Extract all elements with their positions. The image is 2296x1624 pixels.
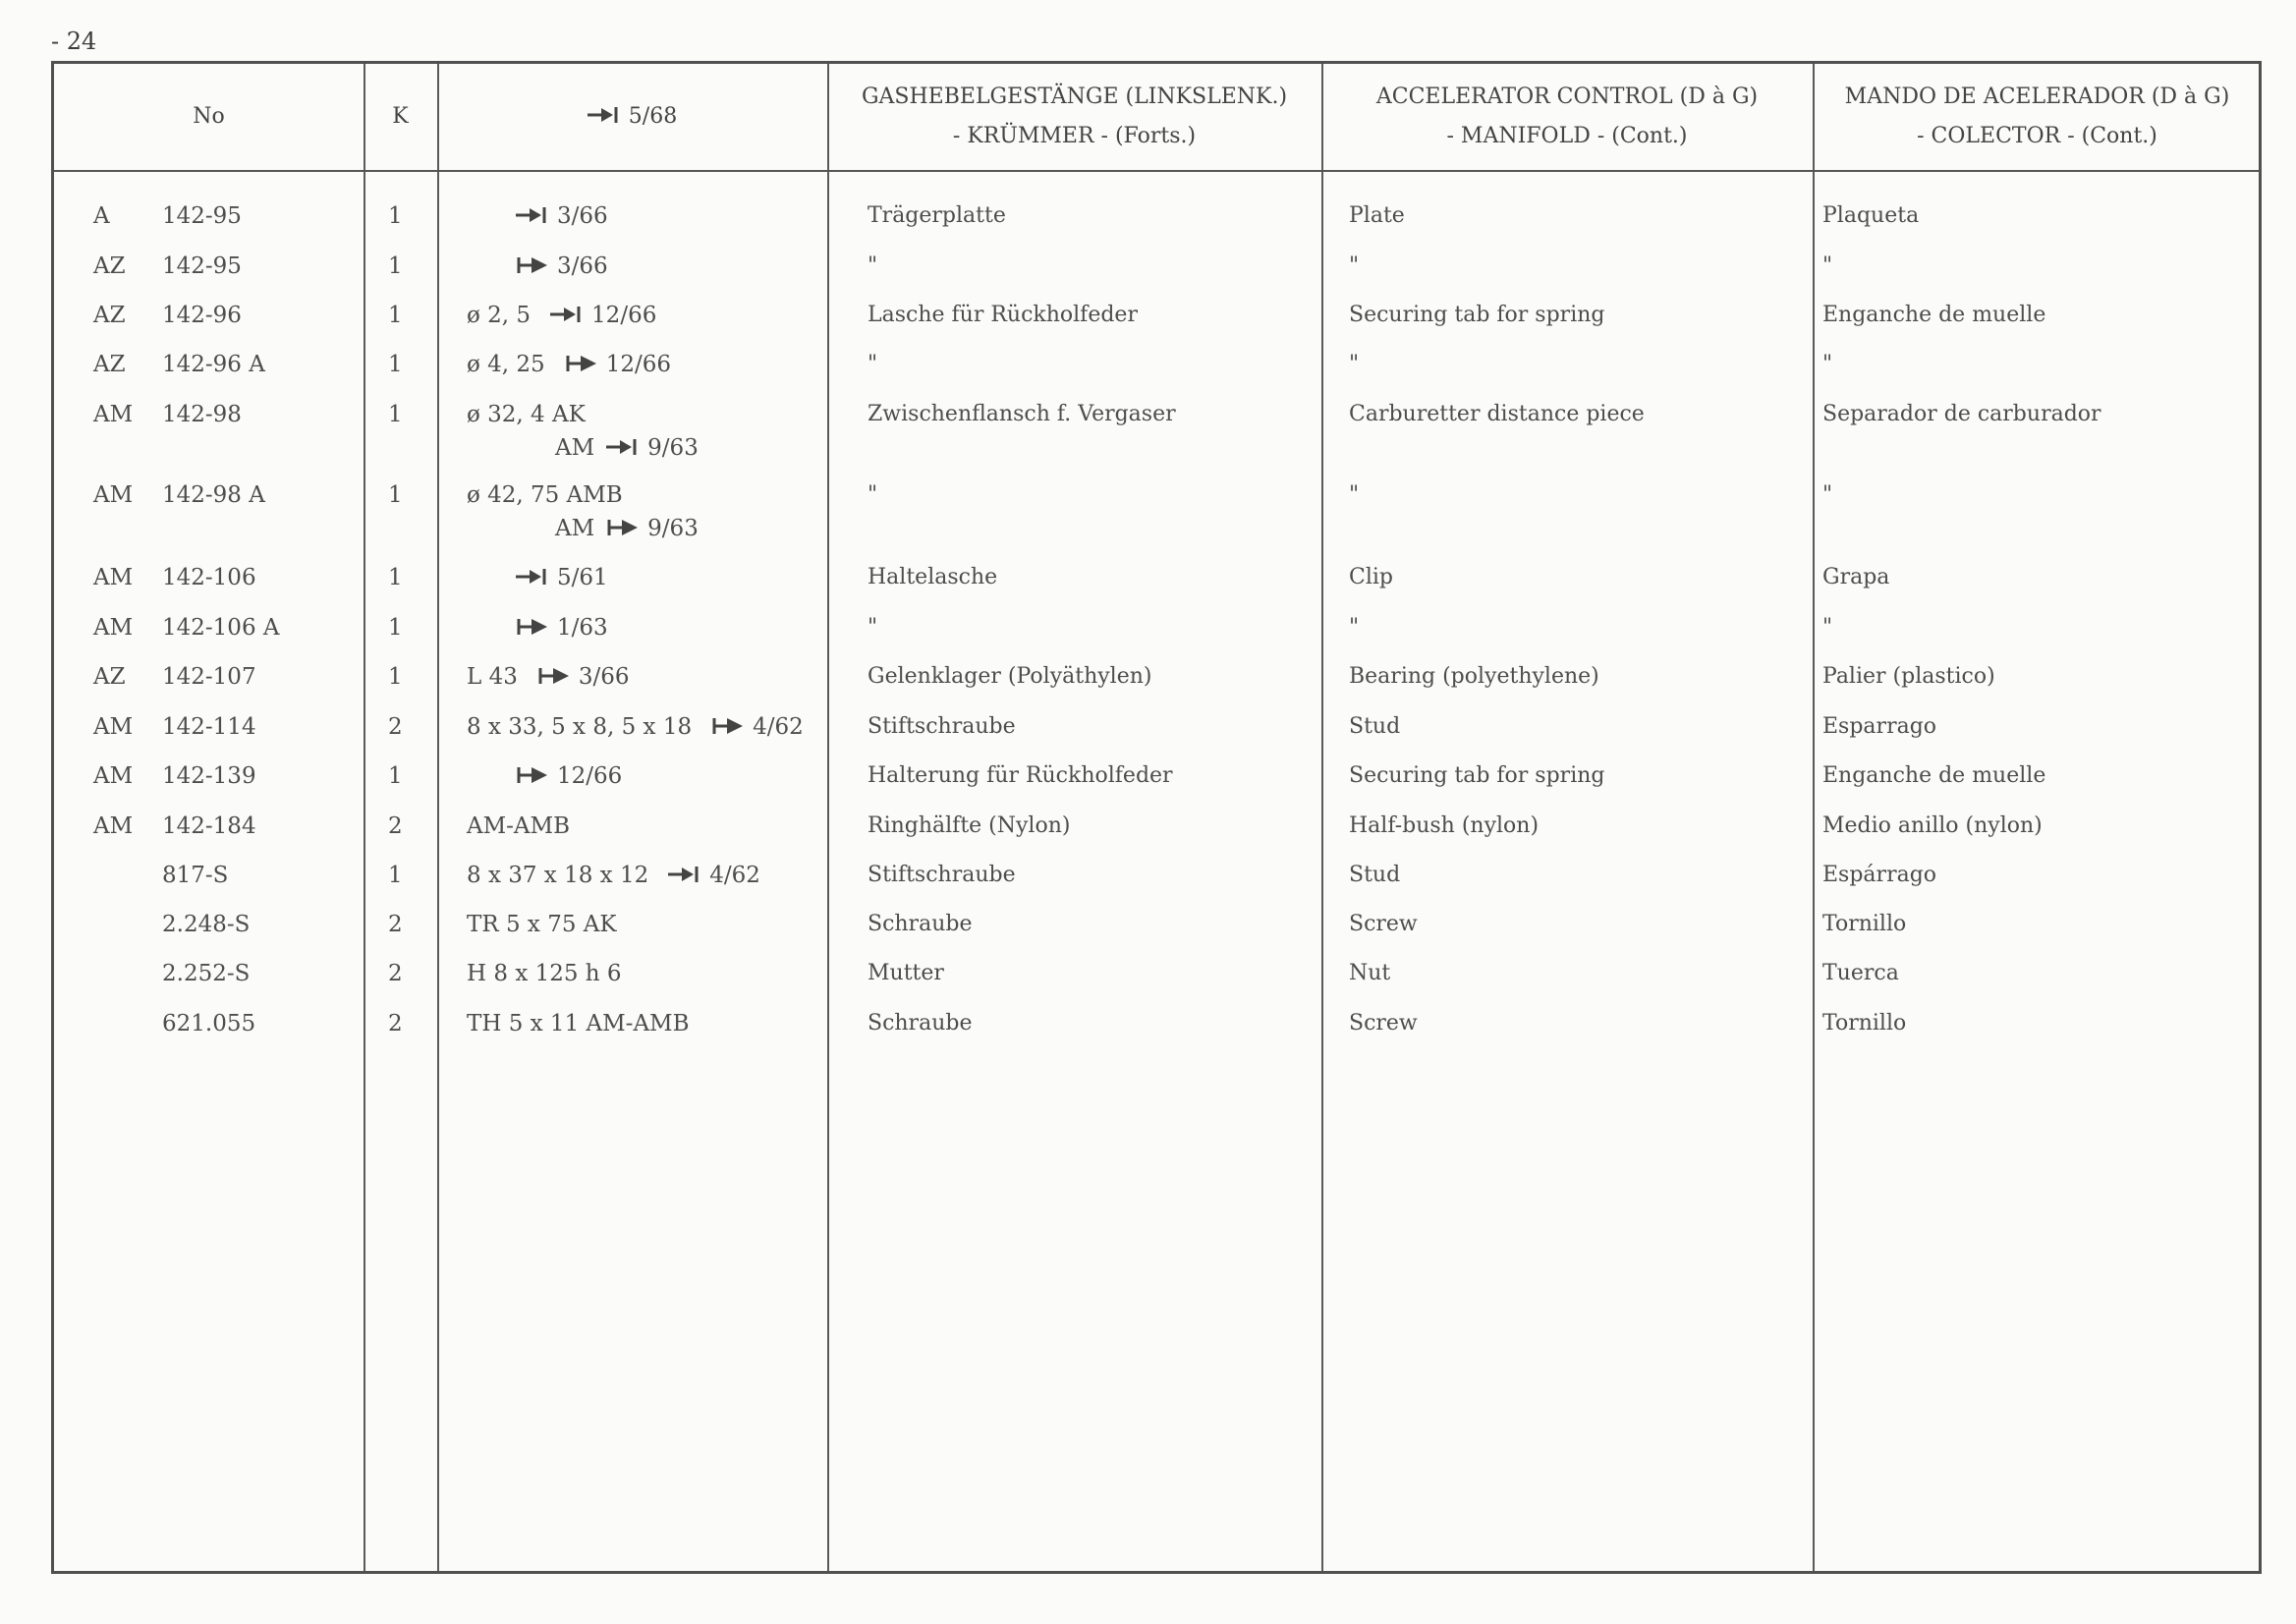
description-spanish: Tornillo (1822, 912, 1907, 936)
description-english: Half-bush (nylon) (1349, 813, 1540, 838)
spec-line2 (555, 435, 699, 461)
quantity: 1 (388, 303, 403, 328)
description-english: Bearing (polyethylene) (1349, 664, 1599, 689)
date-text: 3/66 (557, 253, 608, 279)
end-arrow-icon (588, 106, 621, 124)
description-german: " (868, 352, 878, 376)
part-number: 142-184 (162, 813, 256, 839)
description-english: Stud (1349, 863, 1401, 887)
description-spanish: Medio anillo (nylon) (1822, 813, 2043, 838)
start-arrow-icon (711, 717, 745, 735)
header-german (827, 64, 1321, 170)
description-german: Stiftschraube (868, 714, 1016, 739)
part-prefix: AM (93, 763, 134, 789)
description-german: Haltelasche (868, 565, 998, 589)
part-prefix: AM (93, 714, 134, 740)
quantity: 1 (388, 565, 403, 590)
date-text: 4/62 (709, 863, 760, 888)
header-divider (54, 170, 2259, 172)
spec-text: 8 x 37 x 18 x 12 (467, 863, 649, 888)
header-no (54, 64, 364, 170)
part-number: 142-98 A (162, 482, 265, 508)
end-arrow-icon (516, 568, 549, 586)
spec-cell (516, 763, 622, 789)
description-spanish: Tuerca (1822, 961, 1899, 985)
part-number: 142-106 (162, 565, 256, 590)
quantity: 2 (388, 912, 403, 937)
quantity: 1 (388, 253, 403, 279)
start-arrow-icon (537, 667, 571, 685)
part-number: 142-98 (162, 402, 242, 427)
part-number: 2.248-S (162, 912, 251, 937)
quantity: 2 (388, 714, 403, 740)
description-spanish: " (1822, 615, 1833, 640)
header-k (364, 64, 437, 170)
header-k-label: K (392, 104, 409, 129)
description-german: Mutter (868, 961, 944, 985)
description-english: Carburetter distance piece (1349, 402, 1645, 426)
date-text: 12/66 (591, 303, 657, 328)
description-english: Screw (1349, 1011, 1418, 1036)
spec-cell (467, 714, 804, 740)
description-german: Schraube (868, 1011, 973, 1036)
quantity: 1 (388, 615, 403, 641)
description-english: Securing tab for spring (1349, 763, 1605, 788)
part-number: 142-106 A (162, 615, 280, 641)
page-number: - 24 (51, 28, 97, 55)
description-german: Stiftschraube (868, 863, 1016, 887)
part-number: 142-107 (162, 664, 256, 690)
part-prefix: AM (93, 813, 134, 839)
end-arrow-icon (668, 866, 701, 883)
date-text: 12/66 (557, 763, 623, 789)
spec-cell (467, 303, 656, 328)
description-spanish: Enganche de muelle (1822, 303, 2046, 327)
quantity: 1 (388, 203, 403, 229)
description-german: Halterung für Rückholfeder (868, 763, 1173, 788)
part-number: 142-114 (162, 714, 256, 740)
spec-cell (516, 615, 608, 641)
start-arrow-icon (565, 355, 598, 372)
part-number: 142-96 A (162, 352, 265, 377)
spec-text: ø 4, 25 (467, 352, 545, 377)
spec-cell (467, 813, 589, 839)
description-spanish: Enganche de muelle (1822, 763, 2046, 788)
header-german-line1: GASHEBELGESTÄNGE (LINKSLENK.) (861, 84, 1288, 109)
quantity: 2 (388, 1011, 403, 1036)
spec-text: TR 5 x 75 AK (467, 912, 617, 937)
header-spanish (1813, 64, 2262, 170)
parts-table (51, 61, 2262, 1574)
end-arrow-icon (606, 438, 640, 456)
column-divider (1813, 64, 1815, 1571)
spec-cell (516, 565, 608, 590)
description-spanish: Palier (plastico) (1822, 664, 1995, 689)
start-arrow-icon (516, 618, 549, 636)
column-divider (827, 64, 829, 1571)
description-spanish: Plaqueta (1822, 203, 1920, 228)
spec-text: 8 x 33, 5 x 8, 5 x 18 (467, 714, 693, 740)
description-spanish: Esparrago (1822, 714, 1937, 739)
description-english: " (1349, 352, 1360, 376)
description-spanish: " (1822, 352, 1833, 376)
part-number: 2.252-S (162, 961, 251, 986)
end-arrow-icon (550, 306, 584, 323)
start-arrow-icon (516, 766, 549, 784)
description-english: Screw (1349, 912, 1418, 936)
quantity: 1 (388, 763, 403, 789)
part-number: 142-95 (162, 203, 242, 229)
column-divider (437, 64, 439, 1571)
header-spanish-line2: - COLECTOR - (Cont.) (1917, 124, 2157, 148)
part-prefix: AZ (93, 352, 126, 377)
header-ref (437, 64, 827, 170)
spec-cell (516, 253, 608, 279)
part-prefix: AM (93, 402, 134, 427)
spec-cell (467, 482, 643, 508)
quantity: 2 (388, 813, 403, 839)
description-english: Plate (1349, 203, 1405, 228)
spec-cell (467, 664, 630, 690)
date-text: 5/61 (557, 565, 608, 590)
start-arrow-icon (606, 519, 640, 536)
description-german: Ringhälfte (Nylon) (868, 813, 1071, 838)
spec-text: L 43 (467, 664, 518, 690)
quantity: 1 (388, 664, 403, 690)
description-german: Gelenklager (Polyäthylen) (868, 664, 1152, 689)
spec-cell (467, 1011, 709, 1036)
part-number: 142-95 (162, 253, 242, 279)
header-english-line1: ACCELERATOR CONTROL (D à G) (1375, 84, 1759, 109)
part-prefix: AZ (93, 664, 126, 690)
date-text: 3/66 (557, 203, 608, 229)
part-number: 621.055 (162, 1011, 256, 1036)
description-english: Securing tab for spring (1349, 303, 1605, 327)
description-english: Clip (1349, 565, 1393, 589)
part-number: 817-S (162, 863, 229, 888)
description-spanish: Grapa (1822, 565, 1890, 589)
part-number: 142-96 (162, 303, 242, 328)
quantity: 1 (388, 482, 403, 508)
quantity: 1 (388, 863, 403, 888)
spec-text: ø 2, 5 (467, 303, 532, 328)
header-german-line2: - KRÜMMER - (Forts.) (952, 124, 1197, 148)
start-arrow-icon (516, 256, 549, 274)
header-ref-date: 5/68 (628, 104, 678, 129)
spec-cell (467, 863, 760, 888)
end-arrow-icon (516, 206, 549, 224)
description-spanish: Tornillo (1822, 1011, 1907, 1036)
quantity: 2 (388, 961, 403, 986)
part-prefix: AM (93, 565, 134, 590)
spec-line2-date: 9/63 (647, 516, 699, 541)
quantity: 1 (388, 352, 403, 377)
part-prefix: AM (93, 482, 134, 508)
date-text: 12/66 (605, 352, 671, 377)
date-text: 1/63 (557, 615, 608, 641)
description-spanish: " (1822, 253, 1833, 278)
description-german: " (868, 615, 878, 640)
description-english: Nut (1349, 961, 1391, 985)
header-english (1321, 64, 1813, 170)
spec-cell (467, 402, 605, 427)
description-english: " (1349, 482, 1360, 507)
part-prefix: AZ (93, 253, 126, 279)
description-english: " (1349, 615, 1360, 640)
spec-cell (467, 912, 637, 937)
spec-cell (467, 352, 671, 377)
spec-text: H 8 x 125 h 6 (467, 961, 622, 986)
header-no-label: No (193, 104, 225, 129)
date-text: 4/62 (753, 714, 804, 740)
spec-line2-text: AM (555, 516, 595, 541)
spec-line2-date: 9/63 (647, 435, 699, 461)
spec-line2 (555, 516, 699, 541)
spec-text: ø 42, 75 AMB (467, 482, 623, 508)
description-german: " (868, 253, 878, 278)
column-divider (364, 64, 365, 1571)
description-german: Trägerplatte (868, 203, 1006, 228)
part-prefix: AM (93, 615, 134, 641)
spec-cell (516, 203, 608, 229)
spec-cell (467, 961, 642, 986)
description-german: Schraube (868, 912, 973, 936)
part-prefix: AZ (93, 303, 126, 328)
description-spanish: Separador de carburador (1822, 402, 2101, 426)
header-spanish-line1: MANDO DE ACELERADOR (D à G) (1844, 84, 2230, 109)
description-spanish: Espárrago (1822, 863, 1937, 887)
description-german: Lasche für Rückholfeder (868, 303, 1138, 327)
spec-text: AM-AMB (467, 813, 570, 839)
part-number: 142-139 (162, 763, 256, 789)
description-german: Zwischenflansch f. Vergaser (868, 402, 1176, 426)
description-spanish: " (1822, 482, 1833, 507)
date-text: 3/66 (578, 664, 630, 690)
header-english-line2: - MANIFOLD - (Cont.) (1446, 124, 1688, 148)
description-english: " (1349, 253, 1360, 278)
description-english: Stud (1349, 714, 1401, 739)
spec-text: TH 5 x 11 AM-AMB (467, 1011, 690, 1036)
description-german: " (868, 482, 878, 507)
spec-line2-text: AM (555, 435, 595, 461)
spec-text: ø 32, 4 AK (467, 402, 586, 427)
quantity: 1 (388, 402, 403, 427)
column-divider (1321, 64, 1323, 1571)
part-prefix: A (93, 203, 110, 229)
